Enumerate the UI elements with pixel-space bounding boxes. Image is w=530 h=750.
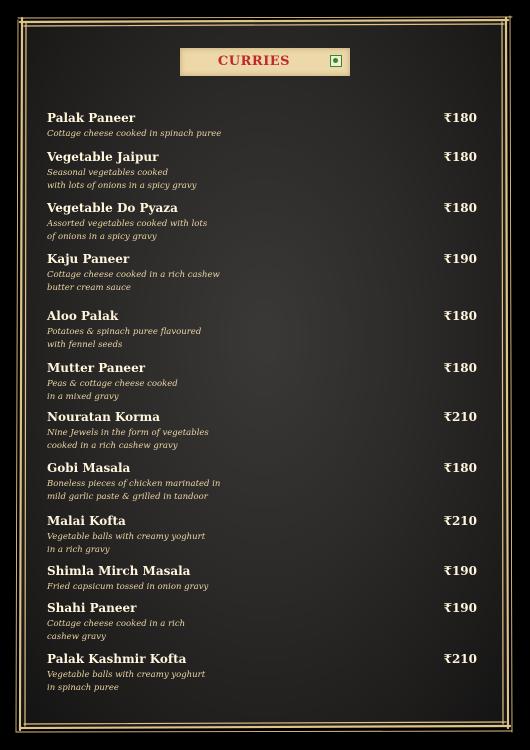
item-description: Cottage cheese cooked in spinach puree — [47, 129, 222, 139]
item-description: Nine Jewels in the form of vegetables cooked in a rich cashew gravy — [47, 428, 209, 451]
item-name: Vegetable Do Pyaza — [47, 201, 178, 215]
menu-item — [47, 252, 477, 295]
item-price: ₹180 — [443, 150, 477, 164]
item-description: Peas & cottage cheese cooked in a mixed gravy — [47, 379, 178, 402]
item-description: Boneless pieces of chicken marinated in mild garlic paste & grilled in tandoor — [47, 479, 221, 502]
item-name: Nouratan Korma — [47, 410, 160, 424]
item-name: Mutter Paneer — [47, 361, 146, 375]
item-price: ₹180 — [443, 309, 477, 323]
item-price: ₹180 — [443, 461, 477, 475]
menu-item — [47, 150, 477, 193]
item-name: Palak Kashmir Kofta — [47, 652, 187, 666]
veg-symbol-icon — [330, 55, 342, 67]
menu-item — [47, 201, 477, 244]
item-price: ₹210 — [443, 410, 477, 424]
menu-item — [47, 652, 477, 695]
menu-item — [47, 111, 477, 141]
menu-item — [47, 564, 477, 594]
item-name: Vegetable Jaipur — [47, 150, 159, 164]
item-price: ₹190 — [443, 601, 477, 615]
item-name: Malai Kofta — [47, 514, 126, 528]
item-description: Potatoes & spinach puree flavoured with fennel seeds — [47, 327, 202, 350]
item-description: Cottage cheese cooked in a rich cashew butter cream sauce — [47, 270, 220, 293]
item-price: ₹210 — [443, 652, 477, 666]
item-price: ₹190 — [443, 564, 477, 578]
section-title: CURRIES — [217, 54, 291, 69]
item-name: Gobi Masala — [47, 461, 131, 475]
item-description: Vegetable balls with creamy yoghurt in spinach puree — [47, 670, 206, 693]
item-description: Assorted vegetables cooked with lots of onions in a spicy gravy — [47, 219, 208, 242]
item-price: ₹180 — [443, 111, 477, 125]
item-description: Fried capsicum tossed in onion gravy — [47, 582, 209, 592]
item-description: Vegetable balls with creamy yoghurt in a rich gravy — [47, 532, 206, 555]
item-price: ₹190 — [443, 252, 477, 266]
item-name: Shimla Mirch Masala — [47, 564, 191, 578]
item-price: ₹180 — [443, 361, 477, 375]
menu-item — [47, 461, 477, 504]
item-name: Shahi Paneer — [47, 601, 137, 615]
item-description: Cottage cheese cooked in a rich cashew gravy — [47, 619, 186, 642]
item-description: Seasonal vegetables cooked with lots of onions in a spicy gravy — [47, 168, 197, 191]
item-price: ₹180 — [443, 201, 477, 215]
menu-item — [47, 601, 477, 644]
veg-dot-icon — [333, 58, 338, 63]
item-name: Aloo Palak — [47, 309, 119, 323]
menu-item — [47, 361, 477, 404]
menu-item — [47, 514, 477, 557]
item-name: Palak Paneer — [47, 111, 136, 125]
item-price: ₹210 — [443, 514, 477, 528]
menu-item — [47, 410, 477, 453]
item-name: Kaju Paneer — [47, 252, 130, 266]
section-header-tag — [180, 48, 350, 76]
menu-item — [47, 309, 477, 352]
